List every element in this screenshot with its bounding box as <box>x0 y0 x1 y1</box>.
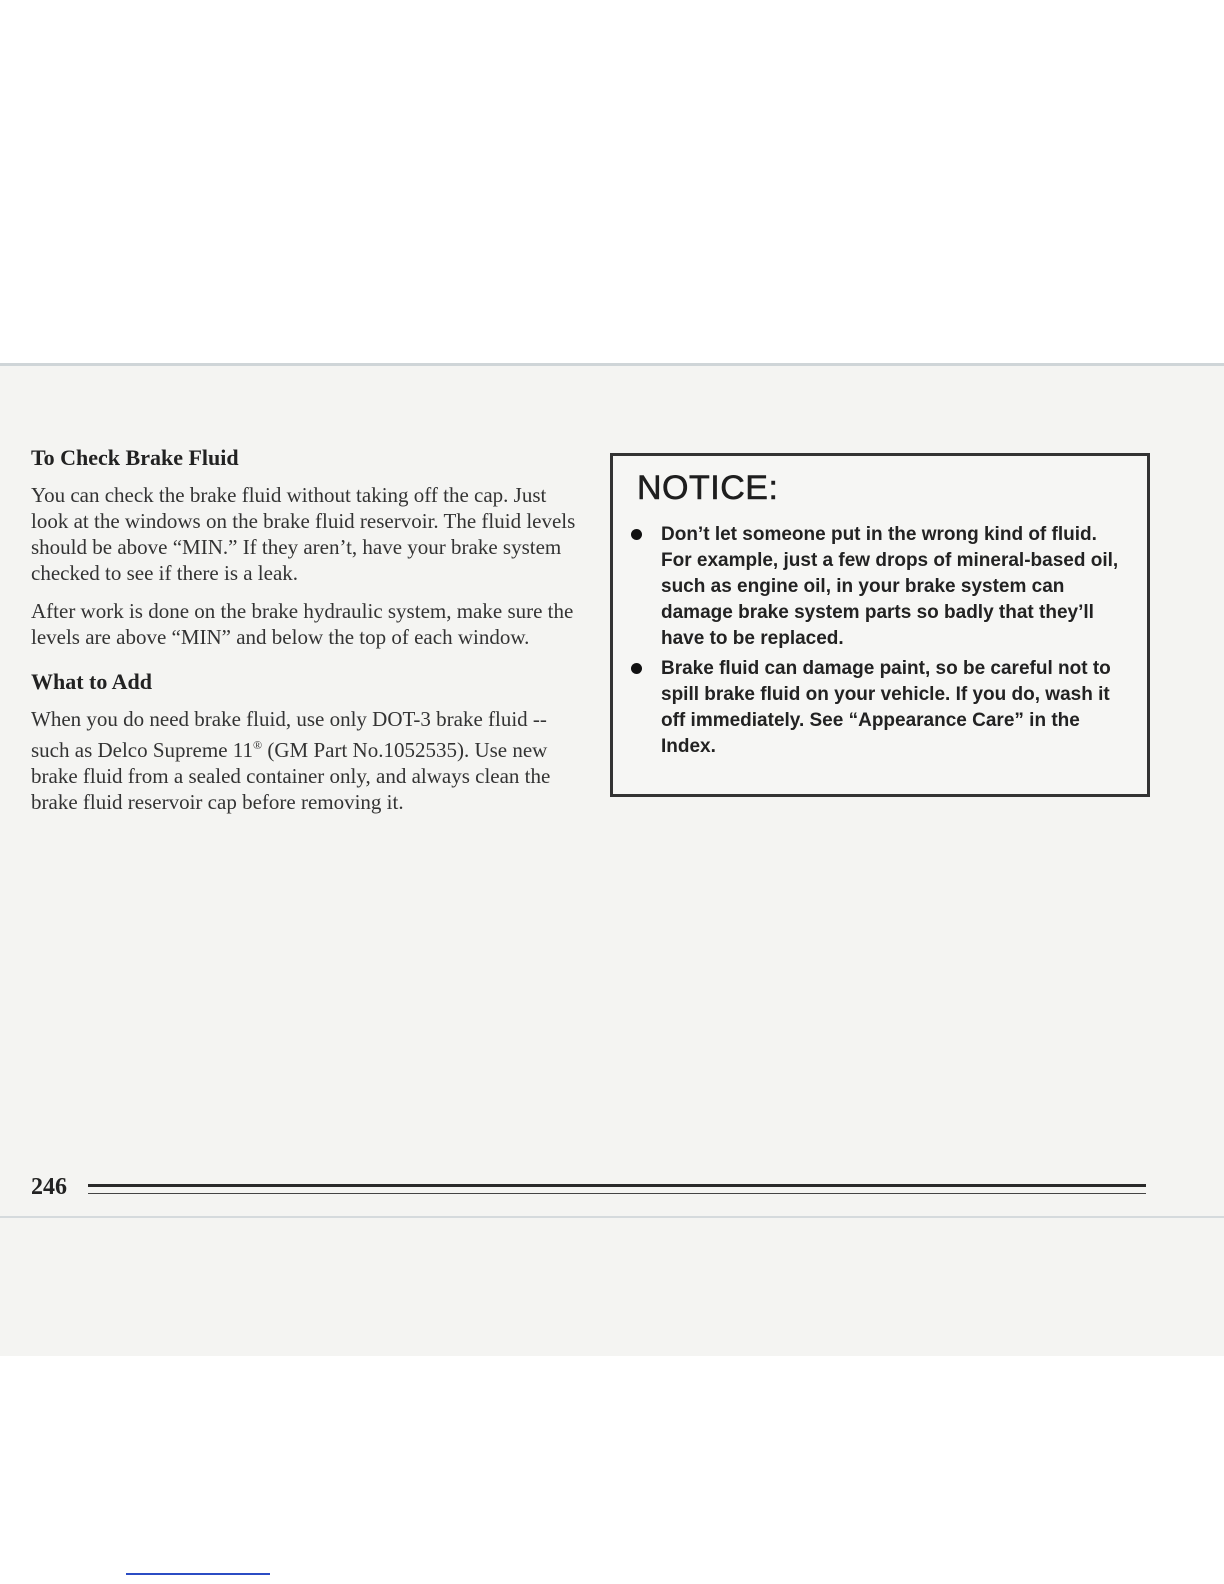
registered-mark: ® <box>253 738 263 752</box>
left-column <box>31 444 576 827</box>
bullet-icon <box>631 529 642 540</box>
section-heading-what-to-add: What to Add <box>31 669 153 694</box>
notice-item-wrong-fluid <box>635 522 1121 652</box>
bullet-icon <box>631 663 642 674</box>
footer-rule-thick <box>88 1184 1146 1187</box>
notice-box <box>610 453 1150 797</box>
scan-edge-divider <box>0 1216 1224 1218</box>
notice-title: NOTICE: <box>637 469 779 507</box>
paragraph-what-to-add-part2: (GM Part No.1052535). Use new brake fluid from a sealed container only, and always clean the brake fluid reservoir cap before removing it. <box>31 738 551 814</box>
top-margin <box>0 0 1224 363</box>
notice-item-paint-damage <box>635 656 1121 760</box>
page-number: 246 <box>31 1174 67 1200</box>
bottom-margin <box>0 1356 1224 1584</box>
paragraph-after-work: After work is done on the brake hydraulic system, make sure the levels are above “MIN” and below the top of each window. <box>31 599 574 649</box>
paragraph-what-to-add <box>31 706 576 815</box>
notice-list <box>635 522 1121 760</box>
page-footer <box>31 1172 1151 1202</box>
paragraph-what-to-add-part1: When you do need brake fluid, use only DOT-3 brake fluid -- such as Delco Supreme 11 <box>31 707 547 762</box>
link-underline[interactable] <box>126 1573 270 1575</box>
section-heading-check-brake-fluid: To Check Brake Fluid <box>31 445 239 470</box>
paragraph-check-fluid: You can check the brake fluid without taking off the cap. Just look at the windows on the brake fluid reservoir. The fluid levels should be above “MIN.” If they aren’t, have your brake system checked to see if there is a leak. <box>31 483 576 585</box>
notice-item-text: Brake fluid can damage paint, so be careful not to spill brake fluid on your vehicle. If you do, wash it off immediately. See “Appearance Care” in the Index. <box>661 658 1111 757</box>
notice-item-text: Don’t let someone put in the wrong kind of fluid. For example, just a few drops of mineral-based oil, such as engine oil, in your brake system can damage brake system parts so badly that they’ll have to be replaced. <box>661 524 1119 649</box>
footer-rule-thin <box>88 1193 1146 1194</box>
